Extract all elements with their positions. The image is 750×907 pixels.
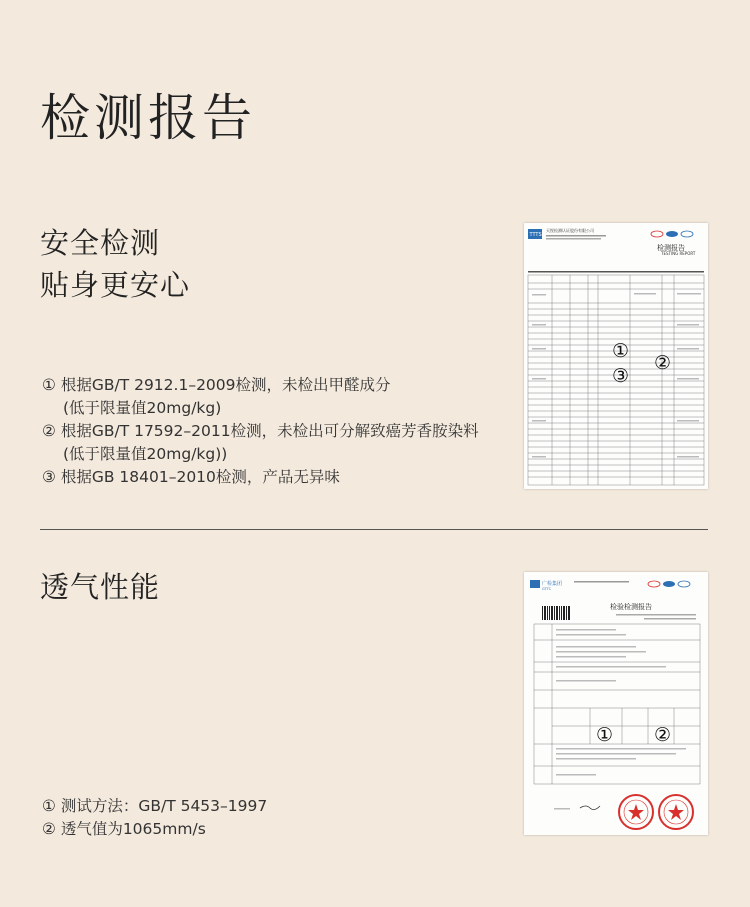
breathability-test-report-image: [524, 572, 708, 835]
red-seal-stamp-icon: [619, 795, 653, 829]
safety-test-report-image: [524, 223, 708, 489]
gttc-logo-en: GTTC: [542, 587, 552, 591]
safety-result-list: [42, 374, 479, 489]
report2-marker-1: ①: [596, 724, 614, 746]
ttts-logo-text: TTTS: [529, 232, 542, 238]
report1-title-en: TESTING REPORT: [661, 251, 696, 256]
ilac-mark-icon: [678, 581, 690, 587]
safety-result-1: ① 根据GB/T 2912.1–2009检测，未检出甲醛成分: [42, 376, 391, 394]
safety-result-3: ③ 根据GB 18401–2010检测，产品无异味: [42, 468, 340, 486]
cma-mark-icon: [648, 581, 660, 587]
safety-result-2: ② 根据GB/T 17592–2011检测，未检出可分解致癌芳香胺染料: [42, 422, 479, 440]
cma-mark-icon: [651, 231, 663, 237]
safety-result-1-note: (低于限量值20mg/kg): [63, 399, 222, 417]
safety-heading-line1: 安全检测: [40, 226, 161, 260]
report1-marker-2: ②: [654, 352, 672, 374]
breathability-result-2: ② 透气值为1065mm/s: [42, 820, 206, 838]
report1-marker-3: ③: [612, 365, 630, 387]
report2-title: 检验检测报告: [610, 603, 652, 611]
gttc-logo-cn: 广检集团: [542, 581, 563, 587]
ilac-mark-icon: [681, 231, 693, 237]
report1-marker-1: ①: [612, 340, 630, 362]
cnas-mark-icon: [666, 231, 678, 237]
cnas-mark-icon: [663, 581, 675, 587]
breathability-heading: 透气性能: [40, 570, 161, 604]
red-seal-stamp-icon-2: [659, 795, 693, 829]
breathability-result-list: [42, 795, 267, 841]
report2-marker-2: ②: [654, 724, 672, 746]
signature-icon: [580, 806, 600, 810]
breathability-result-1: ① 测试方法：GB/T 5453–1997: [42, 797, 268, 815]
page-title: 检测报告: [40, 89, 256, 147]
report2-table: [534, 624, 700, 784]
barcode-icon: [542, 606, 570, 620]
report1-title: 检测报告: [657, 244, 685, 252]
safety-heading-line2: 贴身更安心: [40, 268, 191, 302]
report2-table-text: [556, 629, 686, 776]
safety-result-2-note: (低于限量值20mg/kg)): [63, 445, 228, 463]
report1-org-name: 天悦检测认证股份有限公司: [546, 228, 594, 233]
section-divider: [40, 529, 708, 530]
gttc-logo-icon: [530, 580, 540, 588]
